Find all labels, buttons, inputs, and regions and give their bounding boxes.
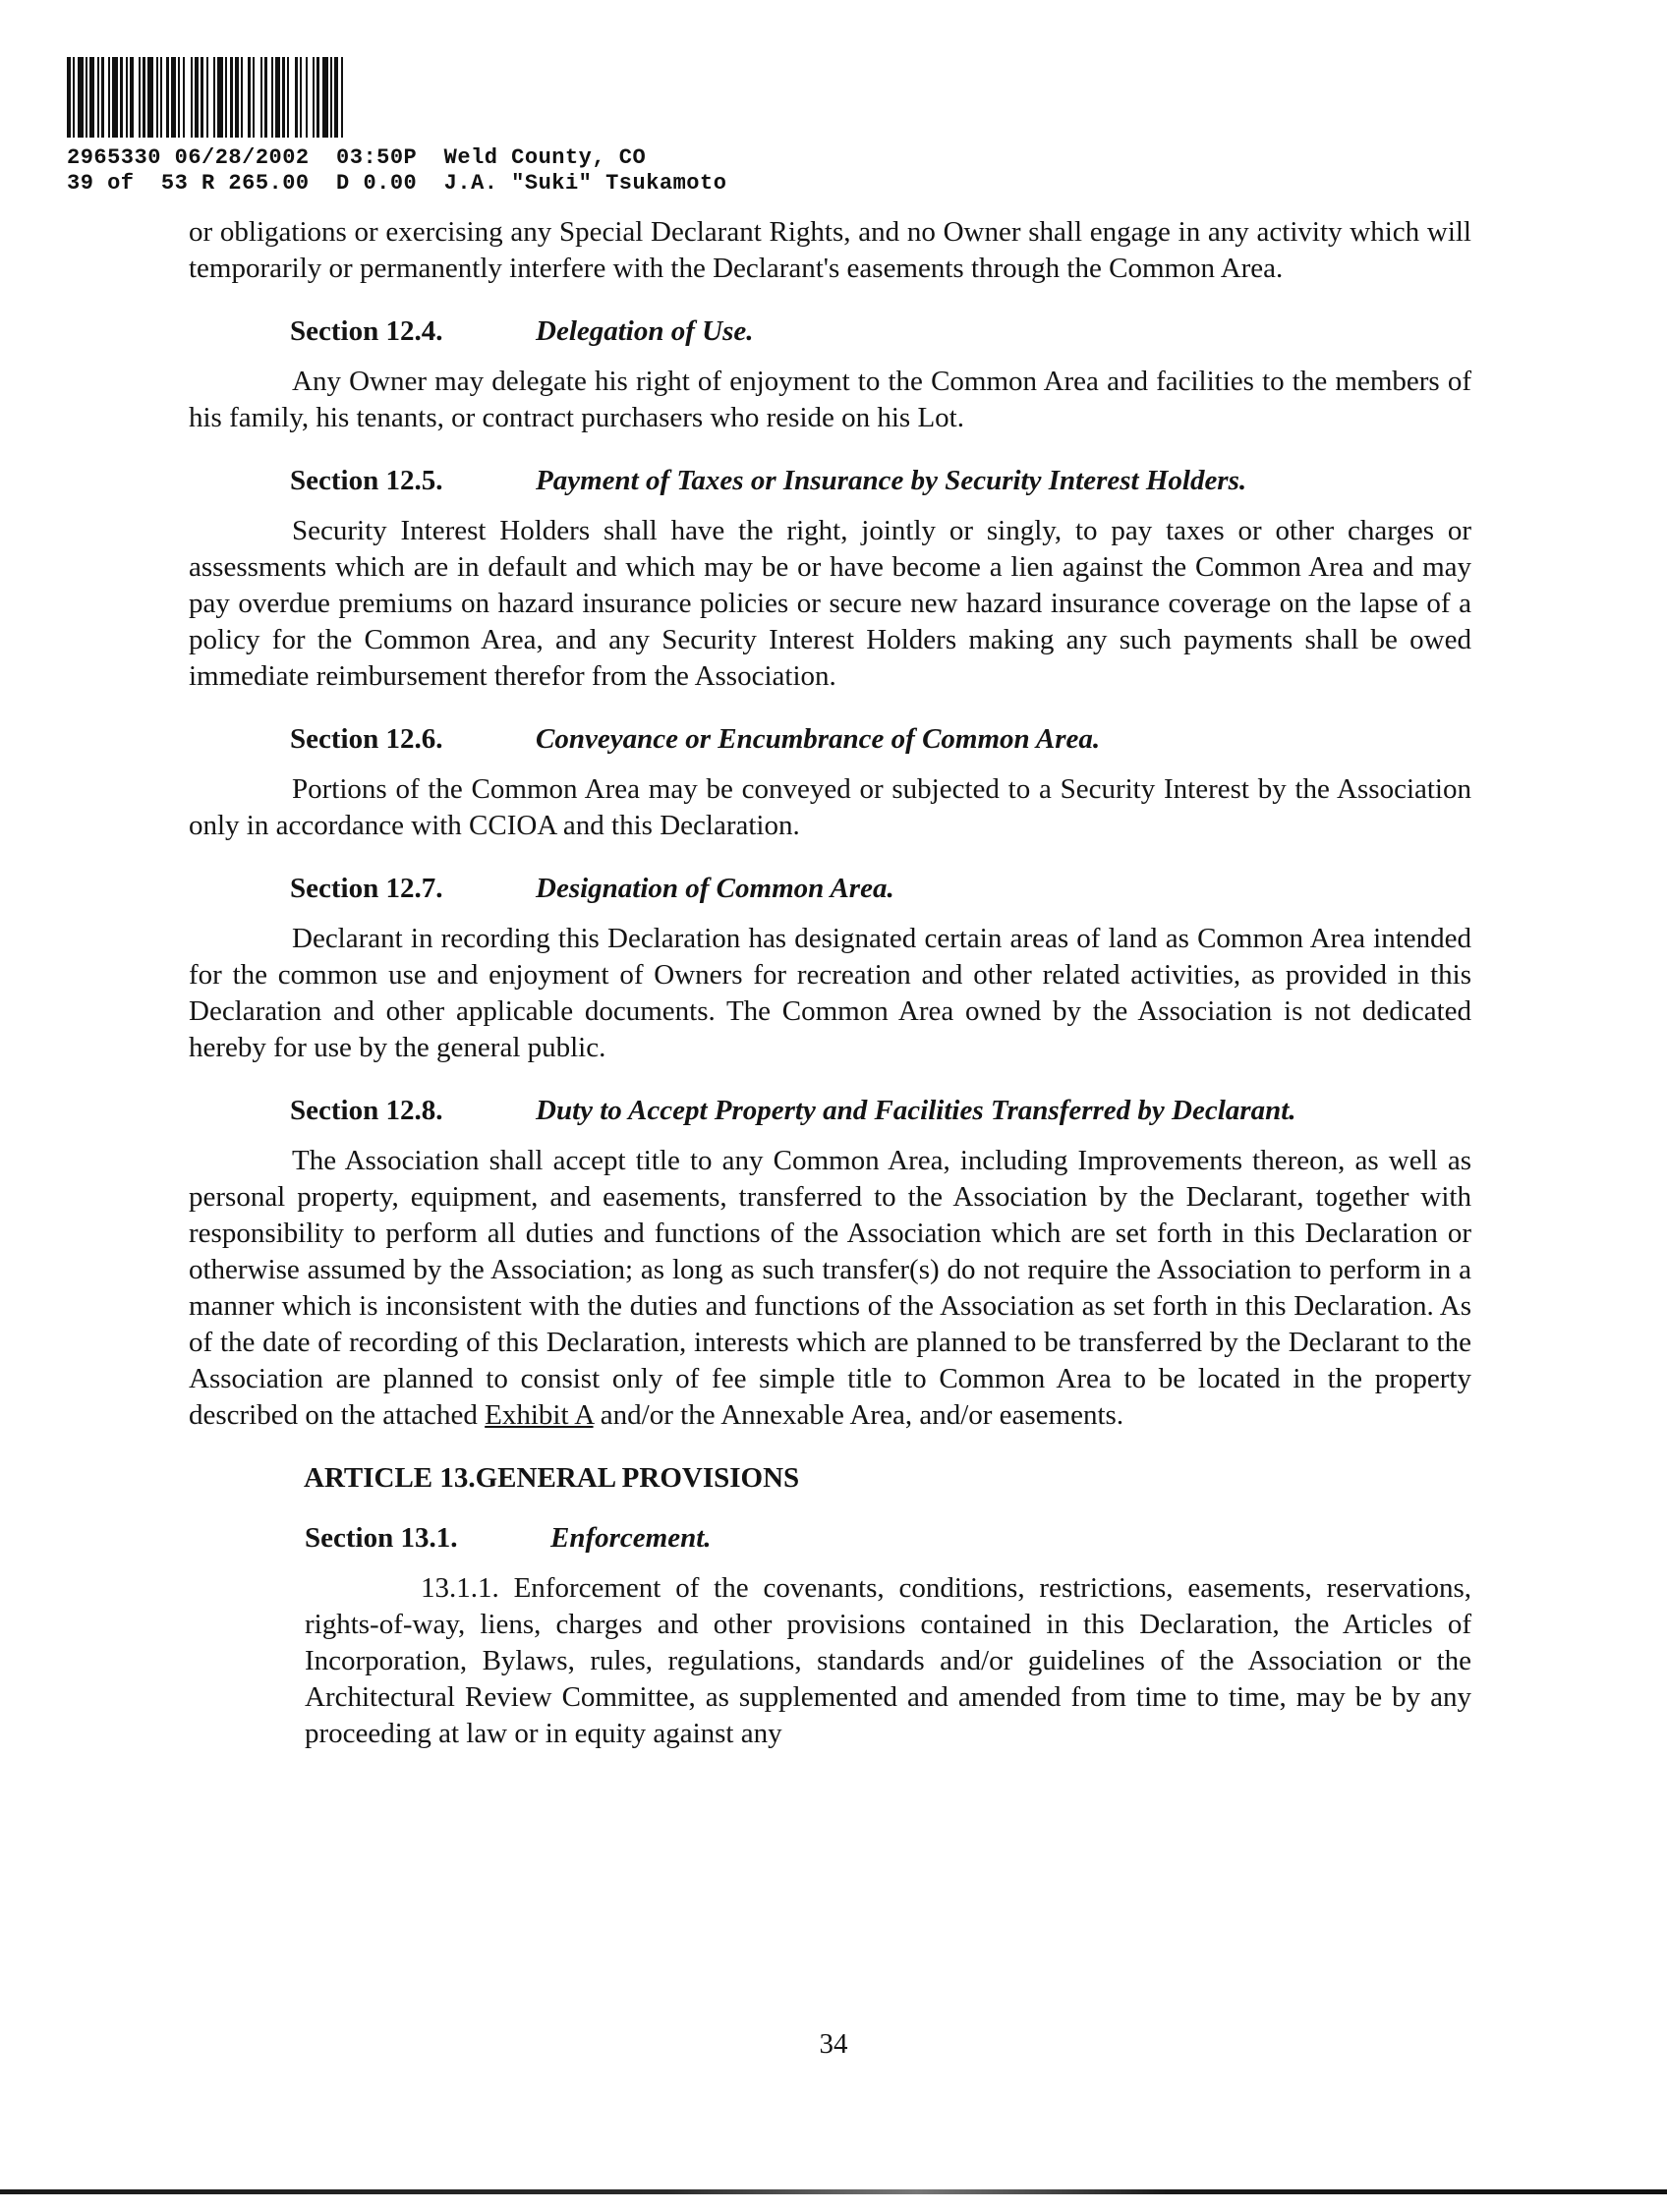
section-number: Section 12.7. xyxy=(290,873,443,904)
section-number: Section 12.6. xyxy=(290,723,443,755)
section-12-8-paragraph xyxy=(189,1143,1471,1434)
section-12-8-heading xyxy=(290,1093,1471,1129)
section-title: Duty to Accept Property and Facilities Transferred by Declarant. xyxy=(536,1095,1296,1126)
section-number: Section 12.4. xyxy=(290,315,443,347)
section-title: Enforcement. xyxy=(550,1522,712,1554)
section-title: Conveyance or Encumbrance of Common Area. xyxy=(536,723,1101,755)
section-13-1-heading xyxy=(305,1520,1471,1557)
section-12-5-heading xyxy=(290,463,1471,499)
section-12-7-paragraph: Declarant in recording this Declaration has designated certain areas of land as Common Area intended for the common use and enjoyment of Owners for recreation and other related activities, as provided in this Declaration and other applicable documents. The Common Area owned by the Association is not dedicated hereby for use by the general public. xyxy=(189,923,1471,1063)
recording-stamp xyxy=(67,57,755,197)
section-number: Section 12.8. xyxy=(290,1095,443,1126)
section-12-8-text-b: and/or the Annexable Area, and/or easements. xyxy=(593,1399,1124,1431)
section-title: Payment of Taxes or Insurance by Security Interest Holders. xyxy=(536,465,1247,496)
section-number: Section 13.1. xyxy=(305,1522,458,1554)
section-12-4-heading xyxy=(290,313,1471,350)
subsection-13-1-1-paragraph: 13.1.1. Enforcement of the covenants, conditions, restrictions, easements, reservations, rights-of-way, liens, charges and other provisions contained in this Declaration, the Articles of Incorporation, Bylaws, rules, regulations, standards and/or guidelines of the Association or the Architectural Review Committee, as supplemented and amended from time to time, may be by any proceeding at law or in equity against any xyxy=(305,1572,1471,1749)
recording-stamp-line-2: 39 of 53 R 265.00 D 0.00 J.A. "Suki" Tsukamoto xyxy=(67,171,727,196)
section-12-5-paragraph: Security Interest Holders shall have the right, jointly or singly, to pay taxes or other charges or assessments which are in default and which may be or have become a lien against the Common Area and may pay overdue premiums on hazard insurance policies or secure new hazard insurance coverage on the lapse of a policy for the Common Area, and any Security Interest Holders making any such payments shall be owed immediate reimbursement therefor from the Association. xyxy=(189,515,1471,692)
bottom-scan-rule xyxy=(0,2189,1667,2194)
section-12-4-paragraph: Any Owner may delegate his right of enjoyment to the Common Area and facilities to the members of his family, his tenants, or contract purchasers who reside on his Lot. xyxy=(189,366,1471,433)
section-title: Delegation of Use. xyxy=(536,315,754,347)
section-12-6-heading xyxy=(290,721,1471,758)
article-13-heading: ARTICLE 13.GENERAL PROVISIONS xyxy=(304,1462,800,1494)
section-title: Designation of Common Area. xyxy=(536,873,894,904)
recording-stamp-line-1: 2965330 06/28/2002 03:50P Weld County, CO xyxy=(67,145,647,170)
section-number: Section 12.5. xyxy=(290,465,443,496)
page-number: 34 xyxy=(819,2028,848,2060)
exhibit-a-reference: Exhibit A xyxy=(485,1399,594,1431)
section-12-6-paragraph: Portions of the Common Area may be conveyed or subjected to a Security Interest by the Association only in accordance with CCIOA and this Declaration. xyxy=(189,773,1471,841)
section-12-8-text-a: The Association shall accept title to any Common Area, including Improvements thereon, as well as personal property, equipment, and easements, transferred to the Association by the Declarant, together with responsibility to perform all duties and functions of the Association which are set forth in this Declaration or otherwise assumed by the Association; as long as such transfer(s) do not require the Association to perform in a manner which is inconsistent with the duties and functions of the Association as set forth in this Declaration. As of the date of recording of this Declaration, interests which are planned to be transferred by the Declarant to the Association are planned to consist only of fee simple title to Common Area to be located in the property described on the attached xyxy=(189,1145,1471,1431)
document-body xyxy=(189,214,1471,1752)
barcode xyxy=(67,57,749,138)
section-12-7-heading xyxy=(290,871,1471,907)
intro-paragraph: or obligations or exercising any Special Declarant Rights, and no Owner shall engage in any activity which will temporarily or permanently interfere with the Declarant's easements through the Common Area. xyxy=(189,216,1471,284)
subsection-13-1-1 xyxy=(305,1570,1471,1752)
